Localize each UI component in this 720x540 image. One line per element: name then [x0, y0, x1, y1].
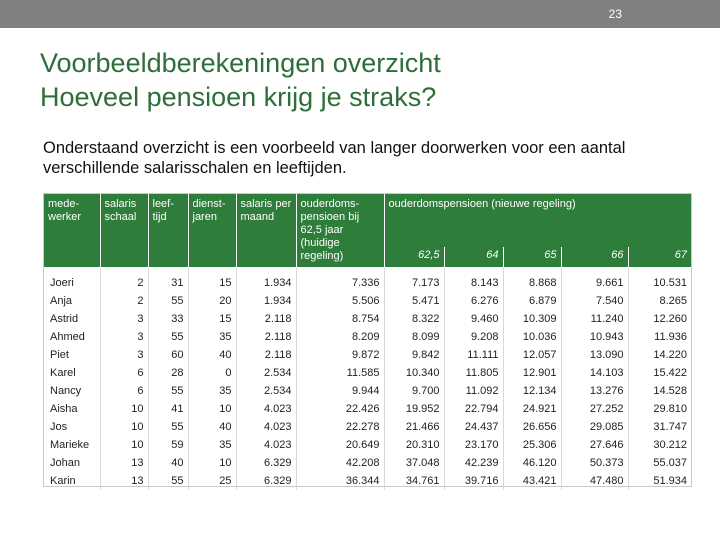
- table-cell: 35: [188, 328, 236, 346]
- intro-text: Onderstaand overzicht is een voorbeeld van langer doorwerken voor een aantal verschillende salarisschalen en leeftijden.: [43, 139, 626, 177]
- table-cell: 9.700: [384, 382, 444, 400]
- table-cell: 8.868: [503, 267, 561, 292]
- table-cell: 42.208: [296, 454, 384, 472]
- table-cell: 8.265: [659, 295, 687, 307]
- table-cell: 41: [148, 400, 188, 418]
- employee-name-cell: Karel: [44, 364, 100, 382]
- table-row: [44, 267, 691, 292]
- table-cell: 10: [100, 436, 148, 454]
- table-cell: 1.934: [236, 267, 296, 292]
- table-cell: 40: [188, 346, 236, 364]
- table-cell: 55.037: [653, 457, 687, 469]
- table-cell: 28: [148, 364, 188, 382]
- table-cell: 13.090: [561, 346, 628, 364]
- header-age: 67: [628, 247, 691, 267]
- table-cell: 6: [100, 382, 148, 400]
- table-cell: 2: [100, 267, 148, 292]
- table-cell: 14.103: [561, 364, 628, 382]
- table-cell: 39.716: [444, 472, 503, 490]
- table-cell: 59: [148, 436, 188, 454]
- employee-name-cell: Johan: [44, 454, 100, 472]
- table-cell: 23.170: [444, 436, 503, 454]
- slide-title: [40, 46, 441, 114]
- table-cell: 10.036: [503, 328, 561, 346]
- table-cell: 34.761: [384, 472, 444, 490]
- employee-name-cell: Anja: [44, 292, 100, 310]
- table-cell: 5.471: [384, 292, 444, 310]
- table-cell: 10: [188, 454, 236, 472]
- table-cell: 4.023: [236, 436, 296, 454]
- table-cell: 13: [100, 472, 148, 490]
- table-cell: 27.646: [561, 436, 628, 454]
- table-cell: 11.240: [561, 310, 628, 328]
- table-cell: 6.879: [503, 292, 561, 310]
- table-cell: 10.531: [653, 277, 687, 289]
- table-cell: 13: [100, 454, 148, 472]
- table-cell: 12.057: [503, 346, 561, 364]
- table-cell: 22.794: [444, 400, 503, 418]
- table-cell: 36.344: [296, 472, 384, 490]
- table-cell: 10.943: [561, 328, 628, 346]
- table-cell: 55: [148, 328, 188, 346]
- table-cell: 15: [188, 310, 236, 328]
- top-bar: [0, 0, 720, 28]
- table-cell: 6.329: [236, 472, 296, 490]
- header-nieuwe-regeling: ouderdomspensioen (nieuwe regeling): [384, 194, 691, 247]
- table-row: [44, 292, 691, 310]
- table-cell: 55: [148, 472, 188, 490]
- table-cell: 1.934: [236, 292, 296, 310]
- table-cell: 3: [100, 310, 148, 328]
- table-cell: 11.585: [296, 364, 384, 382]
- table-cell: 42.239: [444, 454, 503, 472]
- table-cell: 22.426: [296, 400, 384, 418]
- table-cell: 25: [188, 472, 236, 490]
- table-cell: 11.805: [444, 364, 503, 382]
- employee-name-cell: Joeri: [44, 267, 100, 292]
- header-salaris-per-maand: salaris per maand: [236, 194, 296, 267]
- table-row: [44, 310, 691, 328]
- table-row: [44, 472, 691, 490]
- employee-name-cell: Aisha: [44, 400, 100, 418]
- table-cell: 10: [100, 418, 148, 436]
- table-cell: 12.260: [653, 313, 687, 325]
- table-cell: 9.944: [296, 382, 384, 400]
- table-cell: 20: [188, 292, 236, 310]
- table-cell: 46.120: [503, 454, 561, 472]
- title-line-1: Voorbeeldberekeningen overzicht: [40, 48, 441, 78]
- table-cell: 20.310: [384, 436, 444, 454]
- table-cell: 30.212: [653, 439, 687, 451]
- table-row: [44, 328, 691, 346]
- table-row: [44, 454, 691, 472]
- employee-name-cell: Nancy: [44, 382, 100, 400]
- table-cell: 2.534: [236, 382, 296, 400]
- table-cell: 55: [148, 382, 188, 400]
- table-cell: 6: [100, 364, 148, 382]
- header-ouderdomspensioen-huidig: ouderdoms- pensioen bij 62,5 jaar (huidige regeling): [296, 194, 384, 267]
- table-cell: 4.023: [236, 400, 296, 418]
- table-cell: 31.747: [653, 421, 687, 433]
- table-cell: 60: [148, 346, 188, 364]
- title-line-2: Hoeveel pensioen krijg je straks?: [40, 82, 437, 112]
- table-cell: 7.336: [296, 267, 384, 292]
- table-cell: 25.306: [503, 436, 561, 454]
- table-cell: 9.842: [384, 346, 444, 364]
- header-age: 64: [444, 247, 503, 267]
- pension-table-grid: [44, 194, 691, 490]
- table-cell: 31: [148, 267, 188, 292]
- table-cell: 51.934: [653, 475, 687, 487]
- table-cell: 55: [148, 292, 188, 310]
- employee-name-cell: Marieke: [44, 436, 100, 454]
- table-cell: 37.048: [384, 454, 444, 472]
- table-cell: 47.480: [561, 472, 628, 490]
- table-cell: 7.173: [384, 267, 444, 292]
- table-cell: 12.901: [503, 364, 561, 382]
- table-cell: 8.099: [384, 328, 444, 346]
- table-cell: 43.421: [503, 472, 561, 490]
- table-cell: 19.952: [384, 400, 444, 418]
- table-cell: 8.322: [384, 310, 444, 328]
- pension-table: [43, 193, 692, 487]
- table-cell: 2.118: [236, 346, 296, 364]
- table-cell: 20.649: [296, 436, 384, 454]
- table-cell: 11.936: [654, 331, 687, 343]
- table-cell: 22.278: [296, 418, 384, 436]
- employee-name-cell: Ahmed: [44, 328, 100, 346]
- table-cell: 40: [148, 454, 188, 472]
- table-row: [44, 418, 691, 436]
- header-age: 65: [503, 247, 561, 267]
- table-cell: 7.540: [561, 292, 628, 310]
- table-cell: 9.872: [296, 346, 384, 364]
- header-dienstjaren: dienst- jaren: [188, 194, 236, 267]
- employee-name-cell: Astrid: [44, 310, 100, 328]
- table-cell: 15.422: [653, 367, 687, 379]
- header-age: 62,5: [384, 247, 444, 267]
- table-cell: 3: [100, 328, 148, 346]
- table-cell: 9.208: [444, 328, 503, 346]
- employee-name-cell: Piet: [44, 346, 100, 364]
- table-cell: 14.528: [653, 385, 687, 397]
- header-salarisschaal: salaris schaal: [100, 194, 148, 267]
- table-cell: 29.085: [561, 418, 628, 436]
- table-cell: 33: [148, 310, 188, 328]
- header-age: 66: [561, 247, 628, 267]
- table-cell: 24.437: [444, 418, 503, 436]
- table-cell: 4.023: [236, 418, 296, 436]
- table-cell: 40: [188, 418, 236, 436]
- table-cell: 55: [148, 418, 188, 436]
- header-medewerker: mede- werker: [44, 194, 100, 267]
- page-number: 23: [608, 7, 622, 21]
- table-cell: 35: [188, 436, 236, 454]
- table-cell: 11.111: [444, 346, 503, 364]
- table-row: [44, 346, 691, 364]
- table-cell: 10.340: [384, 364, 444, 382]
- table-cell: 2.118: [236, 328, 296, 346]
- table-cell: 15: [188, 267, 236, 292]
- table-cell: 8.754: [296, 310, 384, 328]
- table-cell: 26.656: [503, 418, 561, 436]
- table-body: [44, 267, 691, 490]
- table-cell: 24.921: [503, 400, 561, 418]
- employee-name-cell: Jos: [44, 418, 100, 436]
- table-cell: 27.252: [561, 400, 628, 418]
- table-row: [44, 364, 691, 382]
- table-cell: 5.506: [296, 292, 384, 310]
- table-cell: 2: [100, 292, 148, 310]
- table-cell: 10: [188, 400, 236, 418]
- table-cell: 13.276: [561, 382, 628, 400]
- table-row: [44, 436, 691, 454]
- table-cell: 9.661: [561, 267, 628, 292]
- table-cell: 10: [100, 400, 148, 418]
- table-cell: 50.373: [561, 454, 628, 472]
- table-cell: 10.309: [503, 310, 561, 328]
- table-cell: 21.466: [384, 418, 444, 436]
- table-row: [44, 400, 691, 418]
- table-row: [44, 382, 691, 400]
- table-cell: 12.134: [503, 382, 561, 400]
- table-cell: 6.329: [236, 454, 296, 472]
- table-cell: 8.143: [444, 267, 503, 292]
- table-cell: 14.220: [653, 349, 687, 361]
- employee-name-cell: Karin: [44, 472, 100, 490]
- table-cell: 2.534: [236, 364, 296, 382]
- table-cell: 2.118: [236, 310, 296, 328]
- table-cell: 0: [188, 364, 236, 382]
- table-cell: 3: [100, 346, 148, 364]
- table-cell: 6.276: [444, 292, 503, 310]
- table-cell: 11.092: [444, 382, 503, 400]
- table-cell: 35: [188, 382, 236, 400]
- table-cell: 8.209: [296, 328, 384, 346]
- header-leeftijd: leef- tijd: [148, 194, 188, 267]
- table-cell: 9.460: [444, 310, 503, 328]
- table-cell: 29.810: [653, 403, 687, 415]
